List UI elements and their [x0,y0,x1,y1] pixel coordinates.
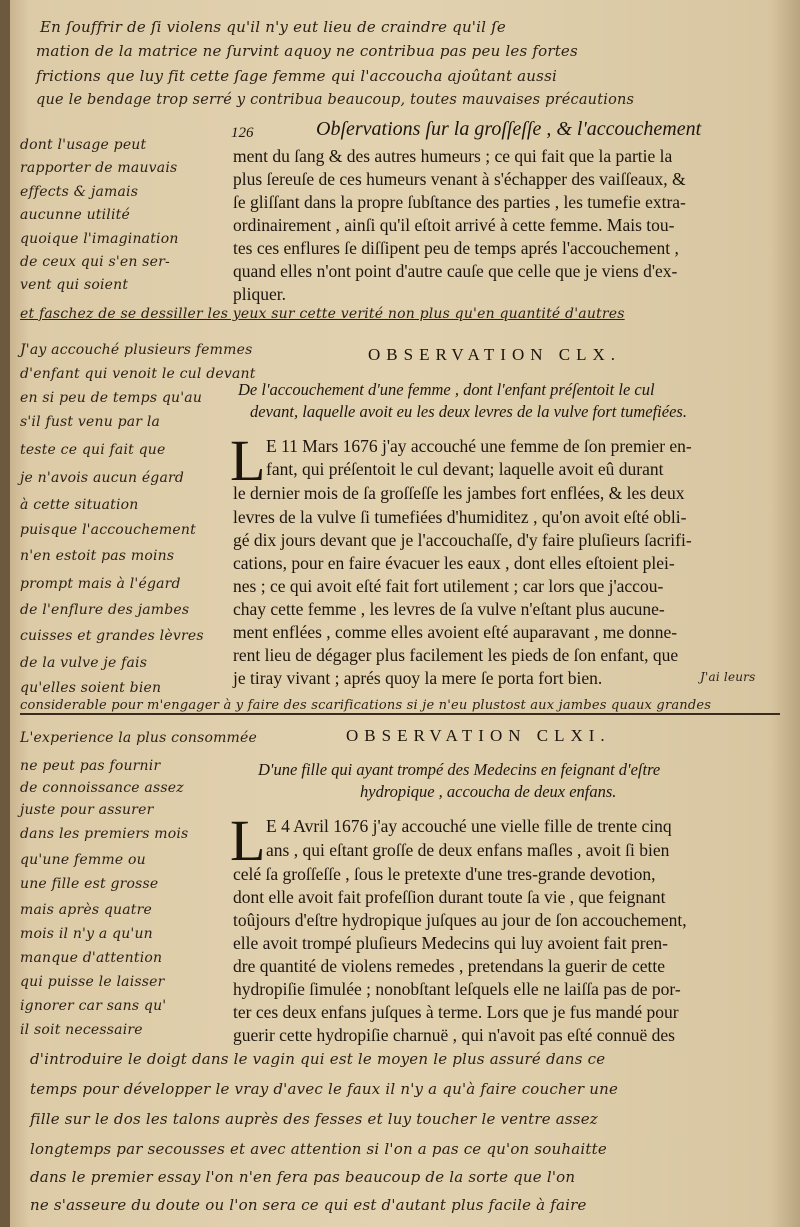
annotation-bottom-clx: considerable pour m'engager à y faire des scarifications si je n'eu plustost aux jambes quaux grandes [20,698,712,713]
margin-note: juste pour assurer [20,802,154,818]
text-line: hydropiſie ſimulée ; nonobſtant leſquels elle ne laiſſa pas de por- [233,979,681,999]
text-line: dont elle avoit fait profeſſion durant toute ſa vie , que feignant [233,887,666,907]
margin-note: en si peu de temps qu'au [20,390,203,406]
top-annotation-2: mation de la matrice ne ſurvint aquoy ne contribua pas peu les fortes [36,42,578,60]
text-line: ordinairement , ainſi qu'il eſtoit arrivé à cette femme. Mais tou- [233,215,675,235]
margin-note: de la vulve je fais [20,655,148,671]
bottom-annotation: fille sur le dos les talons auprès des fesses et luy toucher le ventre assez [30,1110,598,1128]
margin-note: à cette situation [20,497,139,513]
text-line: le dernier mois de ſa groſſeſſe les jambes fort enflées, & les deux [233,483,685,503]
bottom-annotation: temps pour développer le vray d'avec le faux il n'y a qu'à faire coucher une [30,1080,619,1098]
text-line: levres de la vulve ſi tumefiées d'humiditez , qu'on avoit eſté obli- [233,507,687,527]
text-line: ter ces deux enfans juſques à terme. Lors que je fus mandé pour [233,1002,679,1022]
margin-note: je n'avois aucun égard [20,470,185,486]
margin-note: qu'elles soient bien [20,680,162,696]
page-number: 126 [231,125,254,141]
text-line: E 4 Avril 1676 j'ay accouché une vielle fille de trente cinq [266,816,672,836]
text-line: je tiray vivant ; aprés quoy la mere ſe porta fort bien. [233,668,603,688]
text-line: rent lieu de dégager plus facilement les pieds de ſon enfant, que [233,645,679,665]
text-line: quand elles n'ont point d'autre cauſe que celle que je viens d'ex- [233,261,678,281]
margin-note: mais après quatre [20,902,152,918]
text-line: ment enflées , comme elles avoient eſté auparavant , me donne- [233,622,678,642]
margin-note: s'il fust venu par la [20,414,161,430]
text-line: guerir cette hydropiſie charnuë , qui n'avoit pas eſté connuë des [233,1025,675,1045]
text-line: dre quantité de violens remedes , pretendans la guerir de cette [233,956,665,976]
observation-subtitle-clx-1: De l'accouchement d'une femme , dont l'enfant préſentoit le cul [238,380,655,399]
text-line: nes ; ce qui avoit eſté fait fort utilement ; car lors que j'accou- [233,576,664,596]
margin-note: de l'enflure des jambes [20,602,190,618]
text-line: ſe gliſſant dans la propre ſubſtance des parties , les tumefie extra- [233,192,686,212]
text-line: tes ces enflures ſe diſſipent peu de temps aprés l'accouchement , [233,238,679,258]
text-line: cations, pour en faire évacuer les eaux , dont elles eſtoient plei- [233,553,675,573]
top-annotation-1: En ſouffrir de ſi violens qu'il n'y eut lieu de craindre qu'il ſe [40,18,506,36]
observation-subtitle-clxi-2: hydropique , accoucha de deux enfans. [360,782,617,801]
margin-note: cuisses et grandes lèvres [20,628,204,644]
observation-title-clx: OBSERVATION CLX. [368,345,622,364]
margin-note: effects & jamais [20,184,139,200]
text-line: ans , qui eſtant groſſe de deux enfans maſles , avoit ſi bien [266,840,670,860]
text-line: plus ſereuſe de ces humeurs venant à s'échapper des vaiſſeaux, & [233,169,686,189]
margin-note: dans les premiers mois [20,826,189,842]
observation-subtitle-clxi-1: D'une fille qui ayant trompé des Medecins en feignant d'eſtre [258,760,661,779]
margin-note: qui puisse le laisser [20,974,165,990]
margin-note: ne peut pas fournir [20,758,161,774]
observation-subtitle-clx-2: devant, laquelle avoit eu les deux levres de la vulve fort tumefiées. [250,402,687,421]
margin-note: L'experience la plus consommée [20,730,258,746]
top-annotation-4: que le bendage trop serré y contribua beaucoup, toutes mauvaises précautions [36,92,635,108]
margin-note: il soit necessaire [20,1022,143,1038]
margin-note: aucunne utilité [20,207,130,223]
margin-note: dont l'usage peut [20,137,147,153]
margin-note: de connoissance assez [20,780,184,796]
handwritten-rule [20,713,780,715]
annotation-after-intro: et faschez de se dessiller les yeux sur cette verité non plus qu'en quantité d'autres [20,306,625,322]
margin-note: n'en estoit pas moins [20,548,175,564]
text-line: ment du ſang & des autres humeurs ; ce qui fait que la partie la [233,146,673,166]
margin-note: manque d'attention [20,950,163,966]
text-line: celé ſa groſſeſſe , ſous le pretexte d'une tres-grande devotion, [233,864,656,884]
bottom-annotation: dans le premier essay l'on n'en fera pas beaucoup de la sorte que l'on [30,1168,576,1186]
margin-note: d'enfant qui venoit le cul devant [20,366,256,382]
margin-note: de ceux qui s'en ser- [20,254,170,270]
bottom-annotation: longtemps par secousses et avec attention si l'on a pas ce qu'on souhaitte [30,1140,607,1158]
text-line: pliquer. [233,284,286,304]
margin-note: vent qui soient [20,277,129,293]
margin-note: rapporter de mauvais [20,160,178,176]
drop-cap: L [230,428,266,493]
bottom-annotation: d'introduire le doigt dans le vagin qui est le moyen le plus assuré dans ce [30,1050,606,1068]
margin-note: qu'une femme ou [20,852,146,868]
top-annotation-3: frictions que luy fit cette ſage femme qui l'accoucha ajoûtant aussi [36,67,557,85]
text-line: toûjours d'eſtre hydropique juſques au jour de ſon accouchement, [233,910,687,930]
margin-note: prompt mais à l'égard [20,576,181,592]
bottom-annotation: ne s'asseure du doute ou l'on sera ce qui est d'autant plus facile à faire [30,1196,587,1214]
text-line: fant, qui préſentoit le cul devant; laquelle avoit eû durant [266,459,664,479]
margin-note: ignorer car sans qu' [20,998,167,1014]
text-line: elle avoit trompé pluſieurs Medecins qui luy avoient fait pren- [233,933,668,953]
text-line: E 11 Mars 1676 j'ay accouché une femme de ſon premier en- [266,436,692,456]
margin-note: J'ay accouché plusieurs femmes [20,342,253,358]
margin-note: teste ce qui fait que [20,442,166,458]
binding-gutter [0,0,10,1227]
margin-note: une fille est grosse [20,876,159,892]
margin-note: puisque l'accouchement [20,522,196,538]
drop-cap: L [230,808,266,873]
observation-title-clxi: OBSERVATION CLXI. [346,726,611,745]
margin-note: mois il n'y a qu'un [20,926,153,942]
text-line: gé dix jours devant que je l'accouchaſſe, d'y faire pluſieurs ſacrifi- [233,530,692,550]
margin-note: quoique l'imagination [20,231,179,247]
text-line: chay cette femme , les levres de ſa vulve n'eſtant plus aucune- [233,599,665,619]
margin-note: J'ai leurs [700,670,756,684]
running-head: Obſervations ſur la groſſeſſe , & l'accouchement [316,118,702,140]
